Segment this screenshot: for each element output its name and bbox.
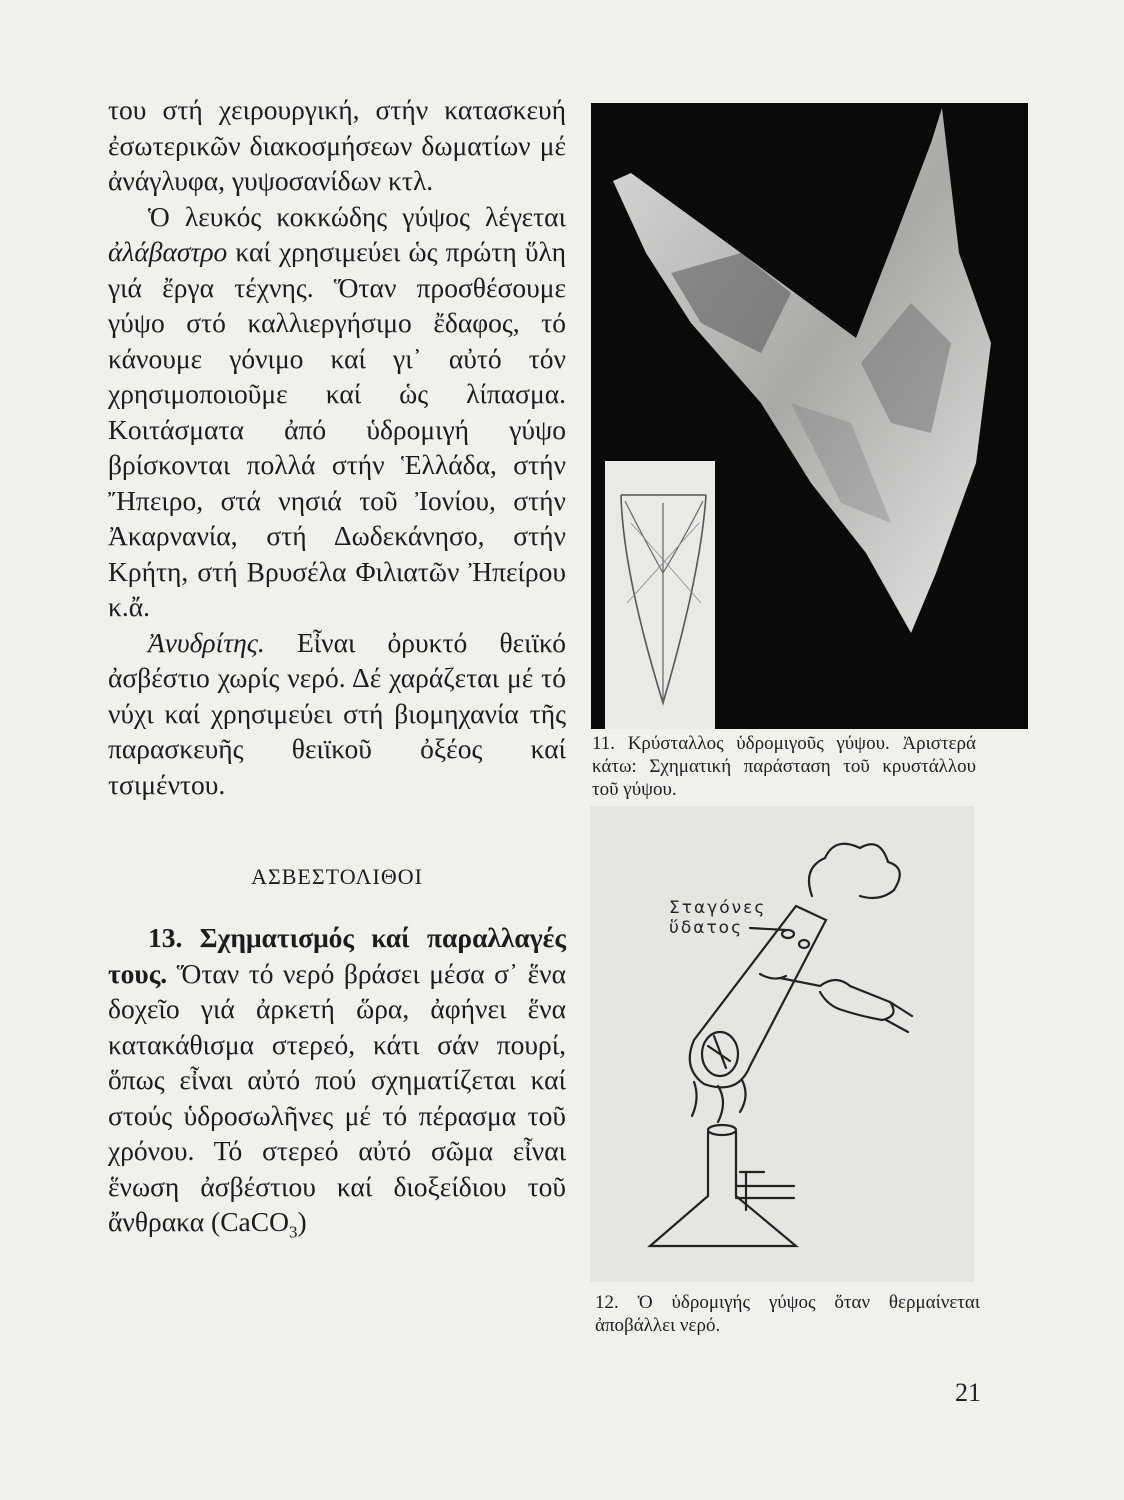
burner-flames [692,1080,746,1122]
paragraph-continued: του στή χειρουργική, στήν κατασκευή ἐσωτερικῶν διακοσμήσεων δωματίων μέ ἀνάγλυφα, γυψοσανίδων κτλ. [108,94,566,196]
steam-cloud [809,844,900,898]
section-title: ΑΣΒΕΣΤΟΛΙΘΟΙ [251,864,423,889]
bunsen-burner [650,1132,796,1246]
figure-11-caption: 11. Κρύσταλλος ὑδρομιγοῦς γύψου. Ἀριστερά κάτω: Σχηματική παράσταση τοῦ κρυστάλλου τοῦ γύψου. [592,733,976,800]
paragraph-13-end: ) [297,1206,307,1237]
term-anhydrite: Ἀνυδρίτης. [148,626,265,658]
paragraph-anhydrite [108,625,566,803]
paragraph-alabaster [108,199,566,625]
subsection-heading: 13. Σχηματισμός καί παραλλαγές τους. [108,922,566,989]
heating-drawing [590,806,974,1282]
paragraph-alabaster-start: Ὁ λευκός κοκκώδης γύψος λέγεται [148,200,566,232]
holding-hand [780,978,894,1020]
term-alabaster: ἀλάβαστρο [108,236,228,267]
water-drops-label: Σταγόνες ὕδατος [669,898,767,938]
crystal-photo [591,103,1028,729]
figure-12-caption: 12. Ὁ ὑδρομιγής γύψος ὅταν θερμαίνεται ἀποβάλλει νερό. [595,1292,980,1336]
paragraph-13 [108,920,566,1250]
paragraph-alabaster-rest: καί χρησιμεύει ὡς πρώτη ὕλη γιά ἔργα τέχνης. Ὅταν προσθέσουμε γύψο στό καλλιεργήσιμο ἔδαφος, τό κάνουμε γόνιμο καί γι᾽ αὐτό τόν χρησιμοποιοῦμε καί ὡς λίπασμα. Κοιτάσματα ἀπό ὑδρομιγή γύψο βρίσκονται πολλά στήν Ἑλλάδα, στήν Ἤπειρο, στά νησιά τοῦ Ἰονίου, στήν Ἀκαρνανία, στή Δωδεκάνησο, στήν Κρήτη, στή Βρυσέλα Φιλιατῶν Ἠπείρου κ.ἄ. [108,236,566,622]
text-column [108,92,566,1250]
paragraph-13-text: Ὅταν τό νερό βράσει μέσα σ᾽ ἕνα δοχεῖο γιά ἀρκετή ὥρα, ἀφήνει ἕνα κατακάθισμα στερεό, κάτι σάν πουρί, ὅπως εἶναι αὐτό πού σχηματίζεται καί στούς ὑδροσωλῆνες μέ τό πέρασμα τοῦ χρόνου. Τό στερεό αὐτό σῶμα εἶναι ἕνωση ἀσβέστιου καί διοξείδιου τοῦ ἄνθρακα (CaCO [108,957,566,1237]
page-number: 21 [955,1378,981,1407]
paragraph-anhydrite-rest: Εἶναι ὀρυκτό θειϊκό ἀσβέστιο χωρίς νερό. Δέ χαράζεται μέ τό νύχι καί χρησιμεύει στή βιομηχανία τῆς παρασκευῆς θειϊκοῦ ὀξέος καί τσιμέντου. [108,626,566,800]
formula-subscript: 3 [288,1222,298,1242]
